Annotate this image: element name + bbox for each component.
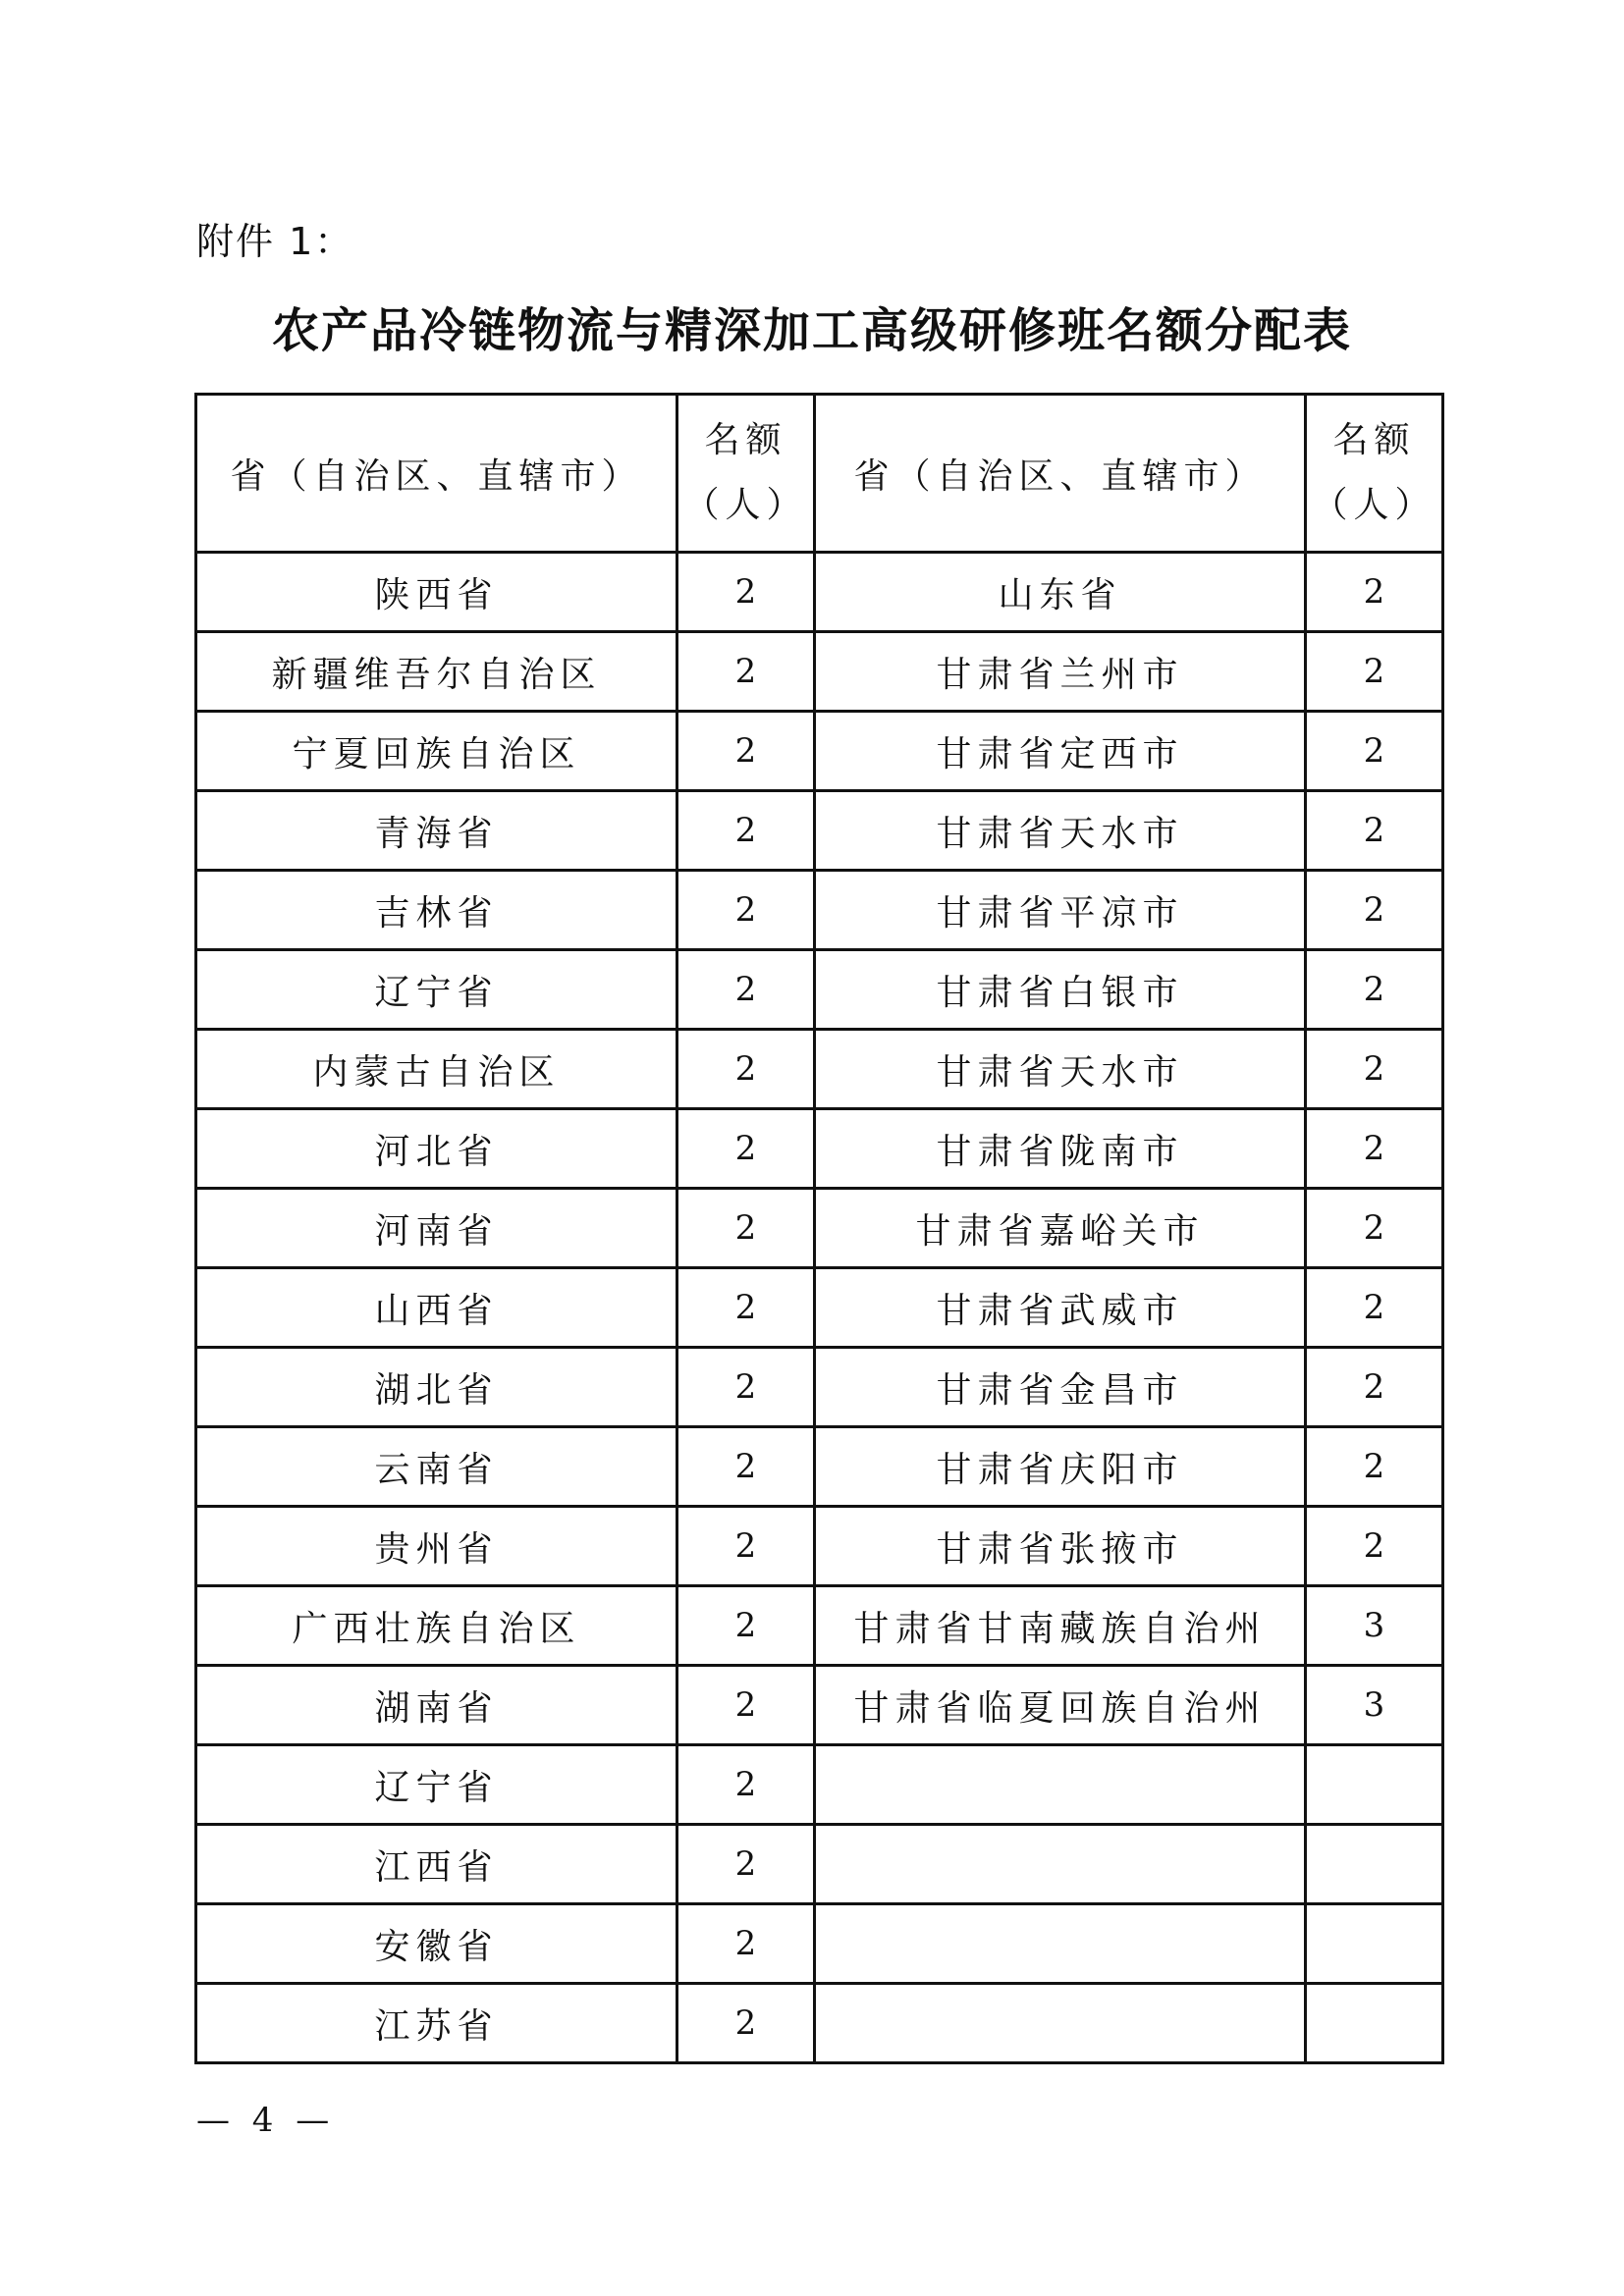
quota-cell-right: 2: [1306, 1189, 1443, 1268]
quota-cell-right: [1306, 1904, 1443, 1984]
header-quota-unit: （人）: [1312, 485, 1436, 525]
region-cell-right: 甘肃省兰州市: [815, 632, 1306, 712]
header-quota-label: 名额: [704, 420, 787, 460]
region-cell-right: 甘肃省临夏回族自治州: [815, 1666, 1306, 1745]
quota-cell-right: 2: [1306, 1109, 1443, 1189]
region-cell-right: 甘肃省天水市: [815, 791, 1306, 871]
quota-cell-left: 2: [677, 1268, 815, 1348]
region-cell-left: 广西壮族自治区: [196, 1586, 677, 1666]
region-cell-left: 云南省: [196, 1427, 677, 1507]
region-cell-left: 辽宁省: [196, 950, 677, 1030]
table-row: [196, 1268, 1443, 1348]
region-cell-right: 甘肃省金昌市: [815, 1348, 1306, 1427]
quota-cell-left: 2: [677, 712, 815, 791]
region-cell-right: 山东省: [815, 553, 1306, 632]
quota-cell-right: 2: [1306, 1427, 1443, 1507]
region-cell-left: 河南省: [196, 1189, 677, 1268]
quota-allocation-table: [194, 393, 1444, 2064]
table-row: [196, 1745, 1443, 1825]
quota-cell-left: 2: [677, 1586, 815, 1666]
quota-cell-right: [1306, 1984, 1443, 2063]
region-cell-right: 甘肃省天水市: [815, 1030, 1306, 1109]
region-cell-left: 江苏省: [196, 1984, 677, 2063]
quota-cell-right: 3: [1306, 1586, 1443, 1666]
region-cell-left: 湖南省: [196, 1666, 677, 1745]
region-cell-left: 山西省: [196, 1268, 677, 1348]
table-row: [196, 950, 1443, 1030]
quota-cell-left: 2: [677, 950, 815, 1030]
header-region-left: 省（自治区、直辖市）: [196, 395, 677, 553]
region-cell-left: 新疆维吾尔自治区: [196, 632, 677, 712]
region-cell-left: 安徽省: [196, 1904, 677, 1984]
quota-cell-left: 2: [677, 791, 815, 871]
region-cell-right: [815, 1984, 1306, 2063]
quota-cell-right: 2: [1306, 632, 1443, 712]
quota-cell-left: 2: [677, 871, 815, 950]
quota-cell-left: 2: [677, 553, 815, 632]
region-cell-left: 江西省: [196, 1825, 677, 1904]
table-body: [196, 553, 1443, 2063]
region-cell-left: 内蒙古自治区: [196, 1030, 677, 1109]
quota-cell-right: [1306, 1825, 1443, 1904]
quota-cell-right: 2: [1306, 1507, 1443, 1586]
table-row: [196, 871, 1443, 950]
region-cell-right: 甘肃省定西市: [815, 712, 1306, 791]
region-cell-left: 河北省: [196, 1109, 677, 1189]
region-cell-left: 宁夏回族自治区: [196, 712, 677, 791]
quota-cell-right: 2: [1306, 1268, 1443, 1348]
quota-cell-left: 2: [677, 1109, 815, 1189]
quota-cell-right: 2: [1306, 712, 1443, 791]
header-quota-right: [1306, 395, 1443, 553]
quota-cell-left: 2: [677, 1745, 815, 1825]
table-row: [196, 553, 1443, 632]
quota-cell-left: 2: [677, 1189, 815, 1268]
document-title: 农产品冷链物流与精深加工高级研修班名额分配表: [271, 303, 1352, 358]
quota-cell-right: 2: [1306, 553, 1443, 632]
quota-cell-left: 2: [677, 632, 815, 712]
quota-cell-left: 2: [677, 1666, 815, 1745]
table-row: [196, 1904, 1443, 1984]
page-number: — 4 —: [196, 2101, 336, 2140]
table-row: [196, 1586, 1443, 1666]
region-cell-right: [815, 1745, 1306, 1825]
attachment-label: 附件 1：: [196, 220, 354, 263]
quota-cell-right: [1306, 1745, 1443, 1825]
quota-cell-left: 2: [677, 1427, 815, 1507]
table-row: [196, 1030, 1443, 1109]
quota-cell-right: 2: [1306, 1348, 1443, 1427]
region-cell-left: 青海省: [196, 791, 677, 871]
region-cell-right: 甘肃省平凉市: [815, 871, 1306, 950]
table-row: [196, 632, 1443, 712]
quota-cell-right: 2: [1306, 950, 1443, 1030]
region-cell-left: 辽宁省: [196, 1745, 677, 1825]
region-cell-left: 湖北省: [196, 1348, 677, 1427]
quota-cell-left: 2: [677, 1984, 815, 2063]
region-cell-left: 贵州省: [196, 1507, 677, 1586]
quota-cell-right: 3: [1306, 1666, 1443, 1745]
region-cell-right: 甘肃省陇南市: [815, 1109, 1306, 1189]
table-row: [196, 1109, 1443, 1189]
region-cell-right: [815, 1825, 1306, 1904]
quota-cell-right: 2: [1306, 1030, 1443, 1109]
table-row: [196, 1666, 1443, 1745]
header-quota-unit: （人）: [683, 485, 808, 525]
region-cell-right: 甘肃省甘南藏族自治州: [815, 1586, 1306, 1666]
header-quota-label: 名额: [1332, 420, 1416, 460]
table-row: [196, 1507, 1443, 1586]
region-cell-right: 甘肃省嘉峪关市: [815, 1189, 1306, 1268]
region-cell-left: 吉林省: [196, 871, 677, 950]
region-cell-right: [815, 1904, 1306, 1984]
table-row: [196, 1984, 1443, 2063]
table-row: [196, 791, 1443, 871]
quota-cell-left: 2: [677, 1348, 815, 1427]
quota-cell-left: 2: [677, 1030, 815, 1109]
table-header-row: [196, 395, 1443, 553]
header-quota-left: [677, 395, 815, 553]
table-row: [196, 1825, 1443, 1904]
table-row: [196, 1189, 1443, 1268]
quota-cell-left: 2: [677, 1904, 815, 1984]
header-region-right: 省（自治区、直辖市）: [815, 395, 1306, 553]
quota-cell-right: 2: [1306, 871, 1443, 950]
quota-cell-left: 2: [677, 1825, 815, 1904]
table-row: [196, 1427, 1443, 1507]
table-row: [196, 712, 1443, 791]
table-row: [196, 1348, 1443, 1427]
region-cell-right: 甘肃省武威市: [815, 1268, 1306, 1348]
region-cell-left: 陕西省: [196, 553, 677, 632]
region-cell-right: 甘肃省张掖市: [815, 1507, 1306, 1586]
region-cell-right: 甘肃省庆阳市: [815, 1427, 1306, 1507]
quota-cell-left: 2: [677, 1507, 815, 1586]
region-cell-right: 甘肃省白银市: [815, 950, 1306, 1030]
quota-cell-right: 2: [1306, 791, 1443, 871]
